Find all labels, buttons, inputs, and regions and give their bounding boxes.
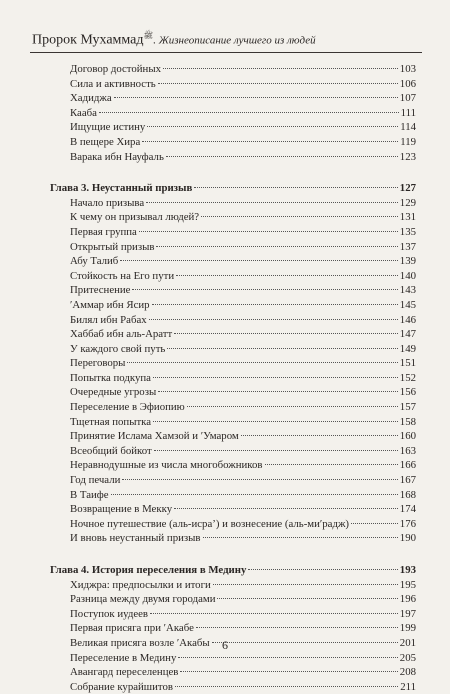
entry-title: Переселение в Медину: [70, 651, 177, 664]
dot-leader: [99, 112, 399, 113]
entry-page: 127: [399, 182, 416, 195]
entry-page: 211: [400, 680, 416, 693]
toc-entry: [50, 458, 416, 473]
entry-title: Первая присяга при ʹАкабе: [70, 622, 194, 635]
entry-title: Хаббаб ибн аль-Аратт: [70, 328, 173, 341]
toc-entry: [50, 269, 416, 284]
entry-page: 167: [399, 474, 416, 487]
toc-entry: [50, 578, 416, 593]
toc-entry: [50, 62, 416, 77]
toc-entry: [50, 665, 416, 680]
toc-entry: [50, 210, 416, 225]
entry-page: 196: [399, 593, 416, 606]
toc-entry: [50, 356, 416, 371]
entry-page: 106: [399, 77, 416, 90]
dot-leader: [153, 421, 398, 422]
entry-page: 190: [399, 532, 416, 545]
entry-page: 140: [399, 269, 416, 282]
dot-leader: [187, 406, 398, 407]
dot-leader: [174, 508, 398, 509]
dot-leader: [166, 156, 398, 157]
entry-title: Очередные угрозы: [70, 386, 157, 399]
dot-leader: [147, 126, 398, 127]
toc-entry: [50, 135, 416, 150]
entry-page: 205: [399, 651, 416, 664]
toc-entry: [50, 77, 416, 92]
toc-entry: [50, 283, 416, 298]
toc-entry: [50, 298, 416, 313]
dot-leader: [142, 141, 398, 142]
dot-leader: [203, 537, 398, 538]
entry-title: Притеснение: [70, 284, 131, 297]
entry-page: 157: [399, 401, 416, 414]
dot-leader: [156, 246, 397, 247]
dot-leader: [176, 275, 398, 276]
entry-title: Переселение в Эфиопию: [70, 401, 185, 414]
entry-page: 193: [399, 564, 416, 576]
dot-leader: [122, 479, 397, 480]
entry-page: 163: [399, 444, 416, 457]
chapter-entry: [50, 563, 416, 578]
dot-leader: [120, 260, 397, 261]
entry-page: 137: [399, 240, 416, 253]
toc-entry: [50, 91, 416, 106]
entry-title: Разница между двумя городами: [70, 593, 216, 606]
toc-entry: [50, 429, 416, 444]
dot-leader: [158, 391, 398, 392]
entry-title: В пещере Хира: [70, 135, 141, 148]
entry-page: 107: [399, 92, 416, 105]
dot-leader: [180, 671, 397, 672]
entry-title: Открытый призыв: [70, 240, 155, 253]
toc-entry: [50, 444, 416, 459]
toc-entry: [50, 607, 416, 622]
entry-page: 147: [399, 328, 416, 341]
dot-leader: [248, 569, 397, 570]
entry-title: У каждого свой путь: [70, 342, 166, 355]
dot-leader: [149, 319, 398, 320]
toc-entry: [50, 254, 416, 269]
entry-title: Тщетная попытка: [70, 415, 152, 428]
entry-title: Неравнодушные из числа многобожников: [70, 459, 263, 472]
dot-leader: [174, 333, 398, 334]
entry-page: 119: [400, 135, 416, 148]
toc-entry: [50, 196, 416, 211]
dot-leader: [178, 657, 397, 658]
entry-page: 168: [399, 488, 416, 501]
entry-title: Варака ибн Науфаль: [70, 150, 164, 163]
dot-leader: [152, 304, 398, 305]
entry-page: 174: [399, 503, 416, 516]
toc-entry: [50, 150, 416, 165]
dot-leader: [153, 377, 398, 378]
entry-page: 160: [399, 430, 416, 443]
entry-title: Билял ибн Рабах: [70, 313, 147, 326]
running-header: [32, 30, 420, 49]
header-rule: [30, 52, 422, 53]
entry-title: Собрание курайшитов: [70, 680, 173, 693]
entry-title: И вновь неустанный призыв: [70, 532, 201, 545]
entry-title: Абу Талиб: [70, 255, 119, 268]
dot-leader: [196, 627, 398, 628]
toc-entry: [50, 313, 416, 328]
dot-leader: [154, 450, 398, 451]
entry-title: В Таифе: [70, 488, 109, 501]
entry-page: 145: [399, 298, 416, 311]
entry-page: 143: [399, 284, 416, 297]
toc-entry: [50, 400, 416, 415]
entry-page: 131: [399, 211, 416, 224]
entry-page: 195: [399, 578, 416, 591]
entry-page: 201: [399, 636, 416, 649]
toc-entry: [50, 488, 416, 503]
toc-entry: [50, 385, 416, 400]
entry-page: 197: [399, 607, 416, 620]
dot-leader: [175, 686, 398, 687]
dot-leader: [201, 216, 398, 217]
entry-title: Принятие Ислама Хамзой и ʹУмаром: [70, 430, 239, 443]
entry-page: 208: [399, 666, 416, 679]
entry-title: Попытка подкупа: [70, 371, 151, 384]
dot-leader: [146, 202, 398, 203]
dot-leader: [111, 494, 398, 495]
dot-leader: [351, 523, 398, 524]
entry-title: Год печали: [70, 474, 121, 487]
toc-entry: [50, 240, 416, 255]
dot-leader: [213, 584, 398, 585]
entry-page: 176: [399, 517, 416, 530]
entry-title: Кааба: [70, 106, 97, 119]
entry-title: К чему он призывал людей?: [70, 211, 200, 224]
entry-page: 199: [399, 622, 416, 635]
page-number: 6: [222, 638, 228, 652]
dot-leader: [114, 97, 398, 98]
entry-title: Договор достойных: [70, 63, 161, 75]
toc-entry: [50, 371, 416, 386]
dot-leader: [132, 289, 397, 290]
entry-title: Ищущие истину: [70, 121, 146, 134]
toc-entry: [50, 120, 416, 135]
toc-entry: [50, 502, 416, 517]
entry-page: 129: [399, 196, 416, 209]
entry-title: Авангард переселенцев: [70, 666, 179, 679]
entry-title: Стойкость на Его пути: [70, 269, 175, 282]
entry-title: Хадиджа: [70, 92, 112, 105]
entry-page: 114: [400, 121, 416, 134]
entry-title: Поступок иудеев: [70, 607, 149, 620]
entry-page: 103: [399, 63, 416, 75]
toc-entry: [50, 531, 416, 546]
entry-page: 146: [399, 313, 416, 326]
toc-entry: [50, 342, 416, 357]
dot-leader: [150, 613, 398, 614]
dot-leader: [194, 187, 398, 188]
entry-page: 166: [399, 459, 416, 472]
entry-title: Возвращение в Мекку: [70, 503, 173, 516]
toc-entry: [50, 680, 416, 694]
entry-title: ʹАммар ибн Ясир: [70, 298, 150, 311]
entry-title: Глава 3. Неустанный призыв: [50, 182, 193, 195]
entry-page: 123: [399, 150, 416, 163]
dot-leader: [158, 83, 398, 84]
entry-title: Великая присяга возле ʹАкабы: [70, 636, 210, 649]
dot-leader: [265, 464, 398, 465]
entry-page: 152: [399, 371, 416, 384]
book-title: Пророк Мухаммад: [32, 32, 144, 48]
entry-page: 158: [399, 415, 416, 428]
honorific-mark: ﷺ: [143, 31, 154, 40]
toc-entry: [50, 517, 416, 532]
entry-page: 135: [399, 225, 416, 238]
toc-entry: [50, 621, 416, 636]
toc-entry: [50, 327, 416, 342]
dot-leader: [163, 68, 398, 69]
entry-page: 149: [399, 342, 416, 355]
entry-title: Хиджра: предпосылки и итоги: [70, 578, 211, 591]
book-subtitle: . Жизнеописание лучшего из людей: [153, 34, 316, 47]
dot-leader: [167, 348, 397, 349]
entry-page: 151: [399, 357, 416, 370]
toc-entry: [50, 225, 416, 240]
toc-entry: [50, 415, 416, 430]
entry-title: Всеобщий бойкот: [70, 444, 152, 457]
entry-page: 111: [400, 106, 416, 119]
dot-leader: [217, 598, 397, 599]
entry-title: Сила и активность: [70, 77, 156, 90]
entry-title: Глава 4. История переселения в Медину: [50, 564, 247, 576]
entry-title: Первая группа: [70, 225, 137, 238]
toc-entry: [50, 473, 416, 488]
entry-title: Переговоры: [70, 357, 126, 370]
dot-leader: [139, 231, 398, 232]
chapter-entry: [50, 181, 416, 196]
entry-title: Начало призыва: [70, 196, 145, 209]
entry-page: 156: [399, 386, 416, 399]
dot-leader: [241, 435, 398, 436]
entry-page: 139: [399, 255, 416, 268]
entry-title: Ночное путешествие (аль-исра’) и вознесение (аль-миʹрадж): [70, 517, 349, 530]
toc-entry: [50, 106, 416, 121]
toc-entry: [50, 592, 416, 607]
dot-leader: [127, 362, 397, 363]
table-of-contents: [50, 62, 416, 694]
